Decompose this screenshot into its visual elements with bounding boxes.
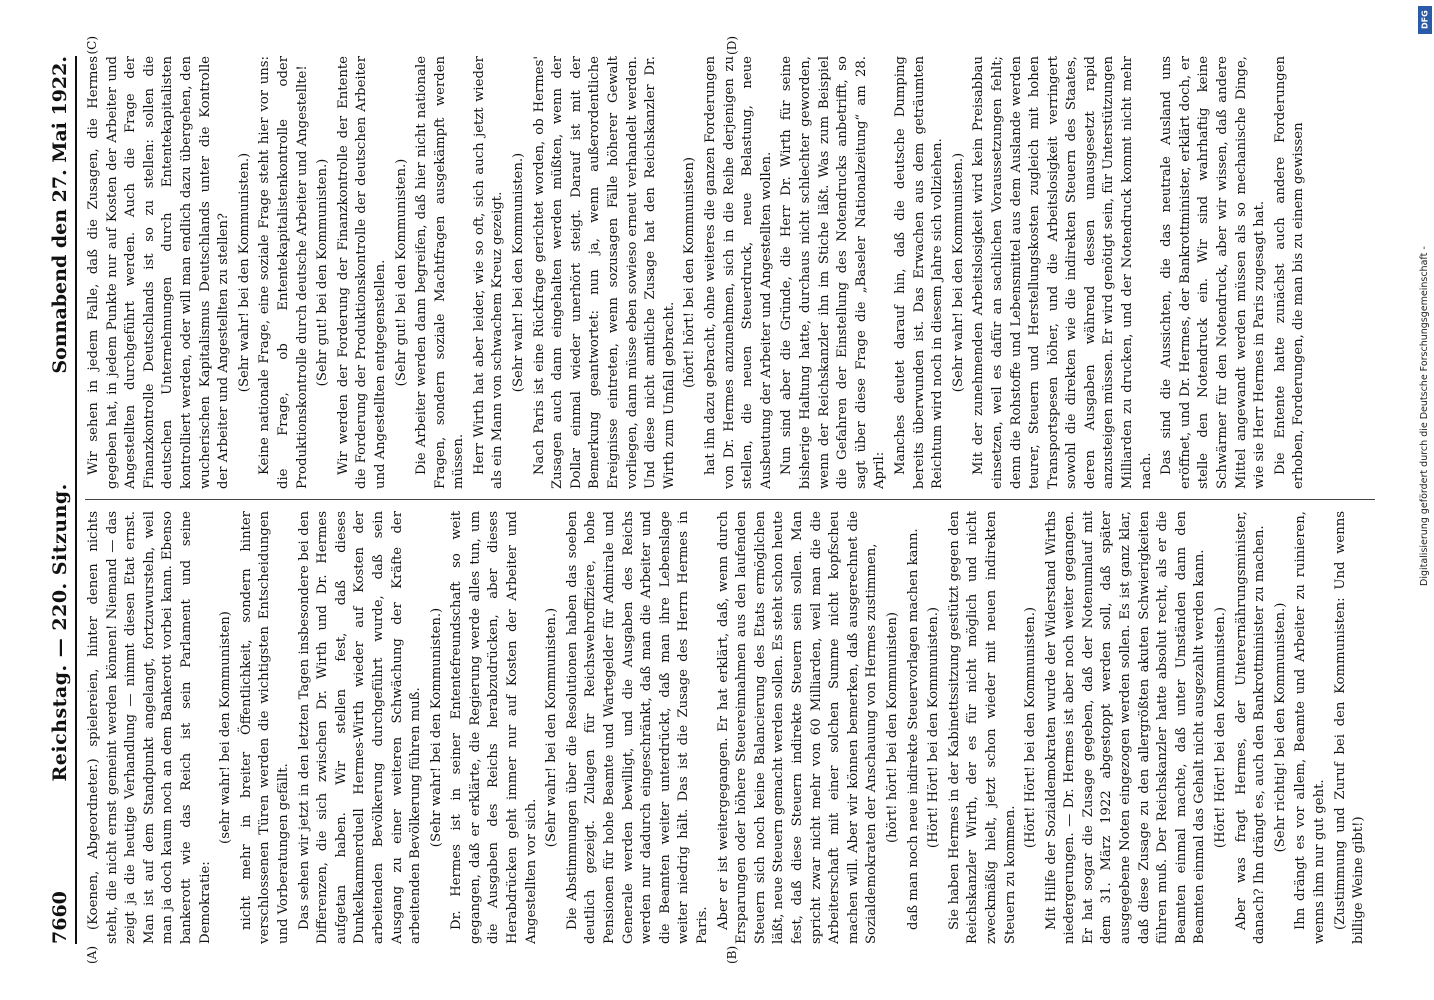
- paragraph: (Hört! Hört! bei den Kommunisten.): [1213, 606, 1229, 849]
- session-title: Reichstag. — 220. Sitzung.: [49, 483, 71, 782]
- paragraph: Wir werden der Forderung der Finanzkontrolle der Entente die Forderung der Produktionskontrolle der deutschen Arbeiter und Angestellten entgegenstellen.: [335, 56, 388, 489]
- paragraph: (hört! hört! bei den Kommunisten): [682, 157, 698, 388]
- right-column: [85, 56, 1375, 489]
- paragraph: (Sehr richtig! bei den Kommunisten.): [1272, 602, 1288, 853]
- paragraph: (hört! hört! bei den Kommunisten): [884, 612, 900, 843]
- paragraph: (Sehr wahr! bei den Kommunisten.): [428, 607, 444, 848]
- paragraph: (Sehr wahr! bei den Kommunisten.): [236, 152, 252, 393]
- paragraph: nicht mehr in breiter Öffentlichkeit, sondern hinter verschlossenen Türen werden die wichtigsten Entscheidungen und Vorberatungen gefällt.: [238, 511, 291, 944]
- dfg-logo-icon: DFG: [1418, 6, 1432, 34]
- column-divider: [85, 499, 1375, 500]
- paragraph: (Sehr wahr! bei den Kommunisten.): [544, 607, 560, 848]
- paragraph: Aber was fragt Hermes, der Unterernährungsminister, danach? Ihn drängt es, auch den Bankrottminister zu machen.: [1233, 511, 1268, 944]
- paragraph: Nach Paris ist eine Rückfrage gerichtet worden, ob Hermes' Zusagen auch dann eingehalten werden müßten, wenn der Dollar einmal wieder unerhört steigt. Darauf ist mit der Bemerkung geantwortet: nun ja, wenn außerordentliche Ereignisse eintreten, wenn sozusagen Fälle höherer Gewalt vorliegen, dann müsse eben sowieso erneut verhandelt werden. Und diese nicht amtliche Zusage hat den Reichskanzler Dr. Wirth zum Umfall gebracht.: [531, 56, 677, 489]
- paragraph: hat ihn dazu gebracht, ohne weiteres die ganzen Forderungen von Dr. Hermes anzunehmen, sich in die Reihe derjenigen zu stellen, die neuen Steuerdruck, neue Belastung, neue Ausbeutung der Arbeiter und Angestellten wollen.: [703, 56, 774, 489]
- paragraph: Das sehen wir jetzt in den letzten Tagen insbesondere bei den Differenzen, die sich zwischen Dr. Wirth und Dr. Hermes aufgetan haben. Wir stellen fest, daß dieses Dunkelkammerduell Hermes-Wirth wieder auf Kosten der arbeitenden Bevölkerung durchgeführt wurde, daß sein Ausgang zu einer weiteren Schwächung der Kräfte der arbeitenden Bevölkerung führen muß.: [296, 511, 424, 944]
- session-date: Sonnabend den 27. Mai 1922.: [49, 56, 71, 374]
- paragraph: Die Entente hatte zunächst auch andere Forderungen erhoben, Forderungen, die man bis zu einem gewissen: [1272, 56, 1307, 489]
- paragraph: (Zustimmung und Zuruf bei den Kommunisten: Und wenns billige Weine gibt!): [1332, 511, 1367, 944]
- margin-marker-b: (B): [725, 945, 739, 964]
- paragraph: Herr Wirth hat aber leider, wie so oft, sich auch jetzt wieder als ein Mann von schwachem Kreuz gezeigt.: [471, 56, 506, 489]
- paragraph: Keine nationale Frage, eine soziale Frage steht hier vor uns: die Frage, ob Ententekapitalistenkontrolle oder Produktionskontrolle durch deutsche Arbeiter und Angestellte!: [257, 56, 310, 489]
- document-page: [27, 30, 1407, 970]
- paragraph: (Sehr wahr! bei den Kommunisten.): [511, 152, 527, 393]
- paragraph: (Sehr gut! bei den Kommunisten.): [393, 158, 409, 387]
- text-columns: [85, 36, 1375, 964]
- paragraph: (Sehr wahr! bei den Kommunisten.): [950, 152, 966, 393]
- paragraph: (Koenen, Abgeordneter.) spielereien, hinter denen nichts steht, die nicht ernst gemeint werden können! Niemand — das zeigt ja die heutige Verhandlung — nimmt diesen Etat ernst. Man ist auf dem Standpunkt angelangt, fortzuwursteln, weil man ja doch kaum noch an dem Bankerott vorbei kann. Ebenso bankerott wie das Reich ist sein Parlament und seine Demokratie:: [86, 511, 213, 944]
- left-column: [85, 511, 1375, 944]
- paragraph: Manches deutet darauf hin, daß die deutsche Dumping bereits überwunden ist. Das Erwachen aus dem geträumten Reichtum wird noch in diesem Jahre sich vollziehen.: [892, 56, 946, 489]
- paragraph: (sehr wahr! bei den Kommunisten): [218, 611, 234, 844]
- paragraph: (Hört! Hört! bei den Kommunisten.): [1023, 606, 1039, 849]
- paragraph: Ihn drängt es vor allem, Beamte und Arbeiter zu ruinieren, wenns ihm nur gut geht.: [1293, 511, 1327, 944]
- margin-marker-a: (A): [85, 945, 99, 964]
- margin-marker-c: (C): [85, 36, 99, 55]
- paragraph: Nun sind aber die Gründe, die Herr Dr. Wirth für seine bisherige Haltung hatte, durchaus nicht schlechter geworden, wenn der Reichskanzler ihn im Stiche läßt. Was zum Beispiel die Gefahren der Einstellung des Notendrucks anbetrifft, so sagt über diese Frage die „Baseler Nationalzeitung“ am 28. April:: [779, 56, 888, 489]
- paragraph: Aber er ist weitergegangen. Er hat erklärt, daß, wenn durch Ersparungen oder höhere Steuereinnahmen aus den laufenden Steuern sich noch keine Balancierung des Etats ermöglichen läßt, neue Steuern gemacht werden sollen. Es steht schon heute fest, daß diese Steuern indirekte Steuern sein sollen. Man spricht zwar nicht mehr von 60 Milliarden, weil man die die Arbeiterschaft mit einer solchen Summe nicht kopfscheu machen will. Aber wir können bemerken, daß ausgerechnet die Sozialdemokraten der Anschauung von Hermes zustimmen,: [715, 511, 880, 944]
- paragraph: Mit Hilfe der Sozialdemokraten wurde der Widerstand Wirths niedergerungen. — Dr. Hermes ist aber noch weiter gegangen. Er hat sogar die Zusage gegeben, daß der Notenumlauf mit dem 31. März 1922 abgestoppt werden soll, daß später ausgegebene Noten eingezogen werden sollen. Es ist ganz klar, daß diese Zusage zu den allergrößten akuten Schwierigkeiten führen muß. Der Reichskanzler hatte absolut recht, als er die Beamten einmal machte, daß unter Umständen dann den Beamten einmal das Gehalt nicht ausgezahlt werden kann.: [1043, 511, 1208, 944]
- paragraph: daß man noch neue indirekte Steuervorlagen machen kann.: [905, 528, 921, 930]
- paragraph: Sie haben Hermes in der Kabinettssitzung gestützt gegen den Reichskanzler Wirth, der es für nicht möglich und nicht zweckmäßig hielt, jetzt schon wieder mit neuen indirekten Steuern zu kommen.: [946, 511, 1018, 944]
- paragraph: Wir sehen in jedem Falle, daß die Zusagen, die Hermes gegeben hat, in jedem Punkte nur auf Kosten der Arbeiter und Angestellten durchgeführt werden. Auch die Frage der Finanzkontrolle Deutschlands ist so zu stellen: sollen die deutschen Unternehmungen durch Ententekapitalisten kontrolliert werden, oder will man endlich dazu übergehen, den wucherischen Kapitalismus Deutschlands unter die Kontrolle der Arbeiter und Angestellten zu stellen?: [86, 56, 232, 489]
- page-number: 7660: [49, 891, 71, 944]
- paragraph: Die Abstimmungen über die Resolutionen haben das soeben deutlich gezeigt. Zulagen für Reichswehroffiziere, hohe Pensionen für hohe Beamte und Wartegelder für Admirale und Generale werden bewilligt, und die Ausgaben des Reichs werden nur dadurch eingeschränkt, daß man die Arbeiter und die Beamten weiter unterdrückt, daß man ihre Lebenslage weiter niedrig hält. Das ist die Zusage des Herrn Hermes in Paris.: [564, 511, 710, 944]
- paragraph: (Sehr gut! bei den Kommunisten.): [315, 158, 331, 387]
- paragraph: Mit der zunehmenden Arbeitslosigkeit wird kein Preisabbau einsetzen, weil es dafür an sachlichen Voraussetzungen fehlt; denn die Rohstoffe und Lebensmittel aus dem Auslande werden teurer, Steuern und Herstellungskosten zugleich mit hohen Transportspesen höher, und die Arbeitslosigkeit verringert sowohl die direkten wie die indirekten Steuern des Staates, deren Ausgaben während dessen unausgesetzt rapid anzusteigen müssen. Er wird genötigt sein, für Unterstützungen Milliarden zu drucken, und der Notendruck kommt nicht mehr nach.: [971, 56, 1154, 489]
- page-header: [49, 56, 77, 944]
- digitization-credit: Digitalisierung gefördert durch die Deutsche Forschungsgemeinschaft -: [1419, 246, 1430, 586]
- paragraph: Das sind die Aussichten, die das neutrale Ausland uns eröffnet, und Dr. Hermes, der Bankrottminister, erklärt doch, er stelle den Notendruck ein. Wir sind wahrhaftig keine Schwärmer für den Notendruck, aber wir wissen, daß andere Mittel angewandt werden müssen als so mechanische Dinge, wie sie Herr Hermes in Paris zugesagt hat.: [1159, 56, 1268, 489]
- margin-marker-d: (D): [725, 36, 739, 55]
- paragraph: Dr. Hermes ist in seiner Ententefreundschaft so weit gegangen, daß er erklärte, die Regierung werde alles tun, um die Ausgaben des Reichs herabzudrücken, aber dieses Herabdrücken geht immer nur auf Kosten der Arbeiter und Angestellten vor sich.: [449, 511, 539, 944]
- paragraph: (Hört! Hört! bei den Kommunisten.): [926, 606, 942, 849]
- paragraph: Die Arbeiter werden dann begreifen, daß hier nicht nationale Fragen, sondern soziale Machtfragen ausgekämpft werden müssen.: [414, 56, 467, 489]
